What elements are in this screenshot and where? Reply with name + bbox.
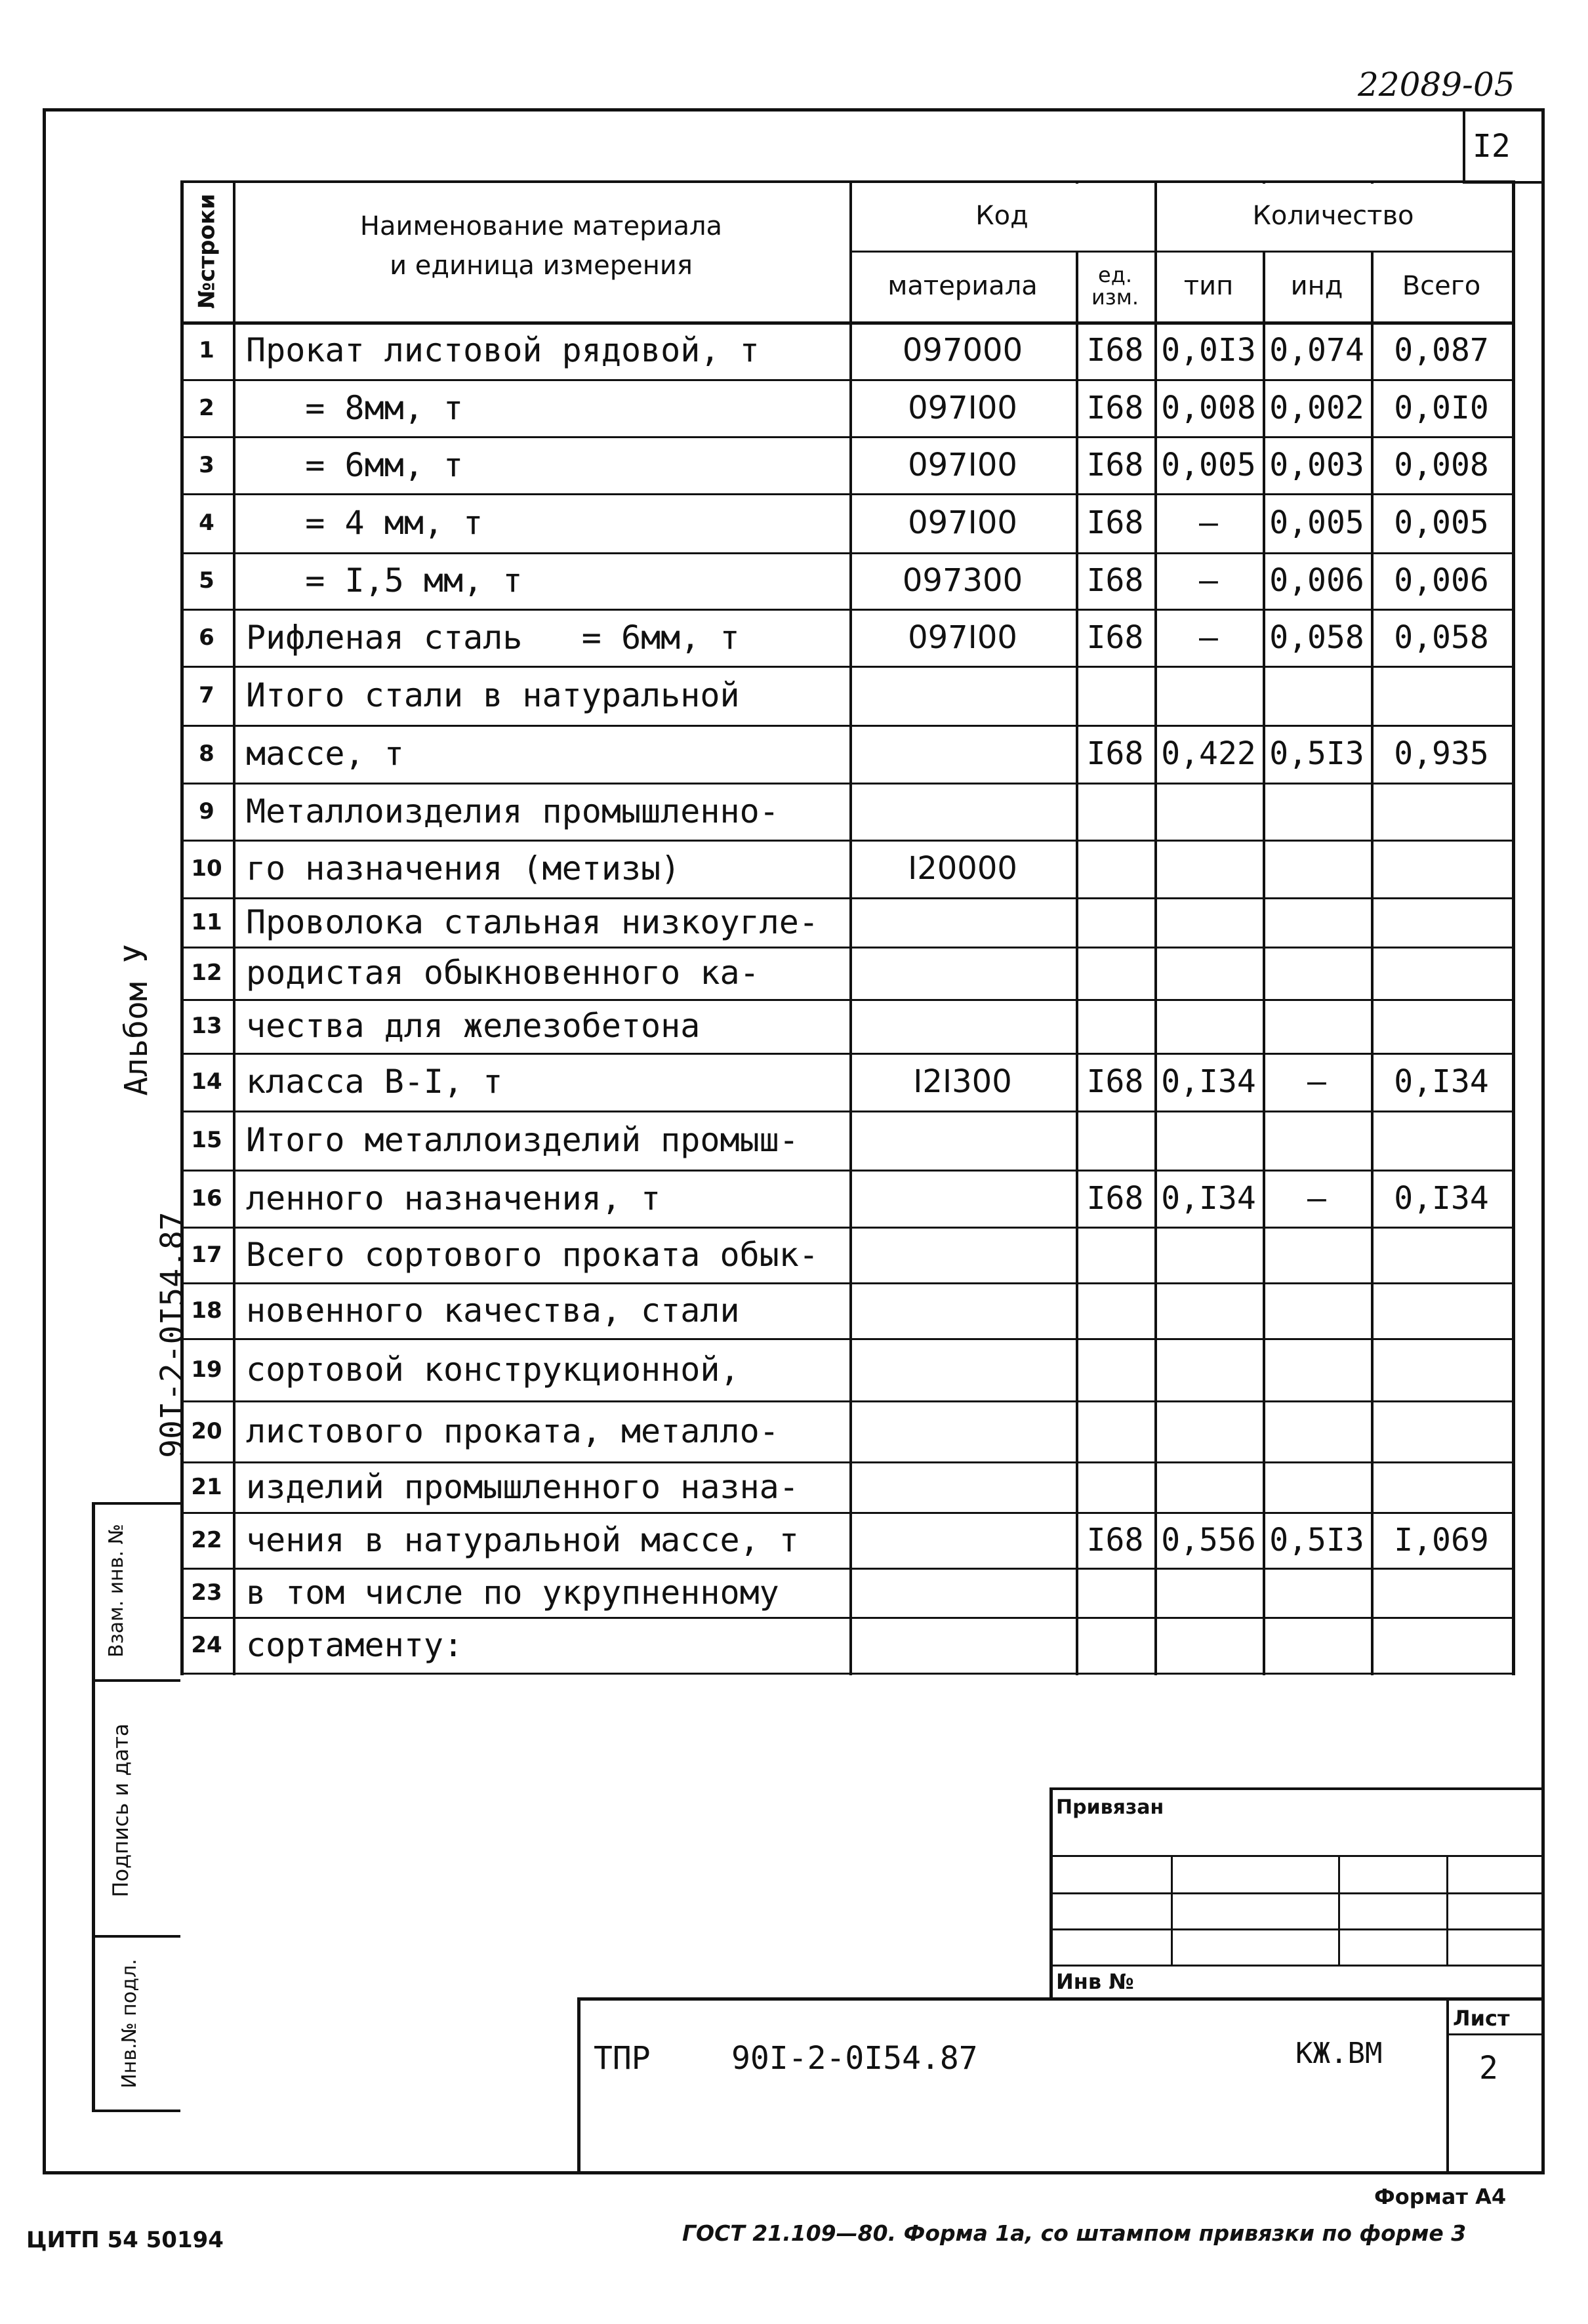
qty-total: [1371, 1617, 1512, 1673]
row-number: 21: [191, 1473, 222, 1500]
material-name: ленного назначения, т: [246, 1179, 661, 1217]
unit-code: [1076, 666, 1154, 725]
material-code: [849, 1461, 1076, 1512]
row-number: 4: [199, 510, 214, 536]
qty-tip: [1154, 666, 1263, 725]
qty-tip: [1154, 1568, 1263, 1617]
qty-total: [1371, 1338, 1512, 1400]
qty-tip: 0,I34: [1161, 1179, 1256, 1217]
qty-tip: –: [1199, 619, 1218, 656]
row-number: 22: [191, 1526, 222, 1553]
row-number: 20: [191, 1417, 222, 1444]
row-number: 10: [191, 855, 222, 882]
qty-ind: [1263, 1227, 1371, 1282]
qty-ind: [1263, 1461, 1371, 1512]
unit-code: [1076, 783, 1154, 840]
format-label: Формат А4: [1374, 2184, 1507, 2209]
row-number: 2: [199, 394, 214, 421]
qty-ind: [1263, 1282, 1371, 1338]
qty-total: 0,I34: [1394, 1179, 1489, 1217]
qty-total: [1371, 999, 1512, 1053]
unit-code: [1076, 840, 1154, 897]
row-number: 15: [191, 1127, 222, 1153]
qty-tip: 0,I34: [1161, 1063, 1256, 1100]
qty-ind: –: [1307, 1179, 1326, 1217]
qty-tip: [1154, 1282, 1263, 1338]
row-number: 14: [191, 1069, 222, 1095]
material-code: [849, 783, 1076, 840]
qty-total: [1371, 947, 1512, 999]
stamp-mark: КЖ.ВМ: [1295, 2037, 1383, 2070]
qty-ind: [1263, 840, 1371, 897]
material-code: [849, 1282, 1076, 1338]
qty-total: I,069: [1394, 1521, 1489, 1559]
material-code: [849, 1111, 1076, 1170]
material-name: Прокат листовой рядовой, т: [246, 331, 760, 369]
unit-code: [1076, 1461, 1154, 1512]
material-name: чества для железобетона: [246, 1007, 701, 1045]
inv-podl-label: Инв.№ подл.: [118, 1959, 141, 2089]
qty-tip: 0,005: [1161, 446, 1256, 483]
unit-code: I68: [1086, 446, 1144, 483]
qty-tip: [1154, 897, 1263, 947]
qty-ind: 0,006: [1269, 562, 1364, 599]
material-name: родистая обыкновенного ка-: [246, 954, 760, 992]
header-code-material: материала: [887, 271, 1038, 301]
unit-code: I68: [1086, 1179, 1144, 1217]
qty-tip: [1154, 947, 1263, 999]
material-name: Проволока стальная низкоугле-: [246, 903, 819, 941]
material-code: 097I00: [908, 619, 1017, 656]
material-name: сортаменту:: [246, 1625, 464, 1664]
row-number: 12: [191, 960, 222, 986]
org-code: ЦИТП 54 50194: [26, 2227, 224, 2253]
material-name: новенного качества, стали: [246, 1291, 740, 1330]
header-qty-ind: инд: [1290, 271, 1343, 301]
row-number: 6: [199, 624, 214, 651]
qty-total: 0,0I0: [1394, 389, 1489, 426]
material-code: [849, 999, 1076, 1053]
material-code: [849, 1617, 1076, 1673]
row-number: 3: [199, 451, 214, 478]
qty-ind: [1263, 897, 1371, 947]
qty-total: [1371, 840, 1512, 897]
row-number: 24: [191, 1631, 222, 1658]
row-number: 11: [191, 908, 222, 935]
qty-ind: [1263, 1617, 1371, 1673]
row-number: 1: [199, 337, 214, 363]
qty-total: [1371, 897, 1512, 947]
qty-tip: [1154, 783, 1263, 840]
unit-code: [1076, 1400, 1154, 1461]
qty-ind: [1263, 999, 1371, 1053]
header-quantity: Количество: [1252, 200, 1414, 231]
qty-ind: [1263, 1338, 1371, 1400]
album-label: Альбом У: [118, 944, 155, 1096]
qty-ind: 0,058: [1269, 619, 1364, 656]
material-name: Итого стали в натуральной: [246, 676, 740, 714]
material-code: [849, 1227, 1076, 1282]
material-name: изделий промышленного назна-: [246, 1467, 799, 1506]
qty-tip: [1154, 1400, 1263, 1461]
row-number: 8: [199, 741, 214, 767]
qty-tip: [1154, 1461, 1263, 1512]
header-code-unit: ед. изм.: [1091, 262, 1139, 310]
row-number: 23: [191, 1579, 222, 1606]
material-code: [849, 1512, 1076, 1568]
material-name: Рифленая сталь = 6мм, т: [246, 618, 740, 657]
material-name: = I,5 мм, т: [246, 561, 523, 600]
material-name: Всего сортового проката обык-: [246, 1235, 819, 1274]
stamp-project-number: 90I-2-0I54.87: [731, 2040, 978, 2077]
qty-tip: [1154, 1111, 1263, 1170]
material-code: [849, 897, 1076, 947]
unit-code: [1076, 1111, 1154, 1170]
material-name: чения в натуральной массе, т: [246, 1520, 799, 1559]
unit-code: I68: [1086, 504, 1144, 541]
qty-ind: [1263, 947, 1371, 999]
material-code: [849, 1338, 1076, 1400]
header-qty-total: Всего: [1402, 271, 1481, 301]
qty-tip: –: [1199, 504, 1218, 541]
qty-tip: [1154, 999, 1263, 1053]
qty-total: 0,935: [1394, 735, 1489, 772]
qty-ind: 0,5I3: [1269, 1521, 1364, 1559]
privyazan-label: Привязан: [1056, 1796, 1164, 1819]
qty-ind: 0,005: [1269, 504, 1364, 541]
qty-total: [1371, 1111, 1512, 1170]
frame-bottom: [43, 2171, 1545, 2174]
material-code: 097300: [902, 562, 1023, 599]
qty-total: [1371, 1282, 1512, 1338]
frame-top: [43, 108, 1545, 112]
qty-total: 0,087: [1394, 332, 1489, 369]
header-name-line1: Наименование материала: [359, 211, 723, 241]
frame-right: [1541, 108, 1545, 2174]
unit-code: I68: [1086, 389, 1144, 426]
material-code: [849, 1170, 1076, 1227]
gost-note: ГОСТ 21.109—80. Форма 1а, со штампом привязки по форме 3: [682, 2220, 1467, 2246]
unit-code: I68: [1086, 735, 1144, 772]
qty-tip: 0,422: [1161, 735, 1256, 772]
vzam-inv-label: Взам. инв. №: [105, 1524, 128, 1658]
qty-tip: [1154, 1617, 1263, 1673]
qty-ind: –: [1307, 1063, 1326, 1100]
unit-code: [1076, 1282, 1154, 1338]
header-name-line2: и единица измерения: [390, 251, 693, 281]
qty-total: [1371, 1568, 1512, 1617]
qty-ind: 0,002: [1269, 389, 1364, 426]
header-qty-tip: тип: [1183, 271, 1234, 301]
qty-ind: 0,5I3: [1269, 735, 1364, 772]
qty-total: 0,006: [1394, 562, 1489, 599]
qty-total: 0,005: [1394, 504, 1489, 541]
qty-total: 0,058: [1394, 619, 1489, 656]
material-code: [849, 666, 1076, 725]
side-project-number: 90I-2-0I54.87: [154, 1212, 191, 1458]
frame-left: [43, 108, 46, 2174]
unit-code: [1076, 897, 1154, 947]
header-row-no: №строки: [193, 193, 220, 309]
material-code: 097000: [902, 332, 1023, 369]
unit-code: [1076, 1568, 1154, 1617]
qty-ind: [1263, 783, 1371, 840]
qty-ind: [1263, 1111, 1371, 1170]
header-code: Код: [975, 200, 1028, 231]
unit-code: I68: [1086, 619, 1144, 656]
qty-ind: 0,003: [1269, 446, 1364, 483]
material-name: = 4 мм, т: [246, 504, 483, 542]
qty-total: [1371, 1227, 1512, 1282]
row-number: 18: [191, 1297, 222, 1324]
material-name: листового проката, металло-: [246, 1412, 779, 1450]
row-number: 19: [191, 1356, 222, 1383]
material-name: Металлоизделия промышленно-: [246, 792, 779, 830]
material-code: 097I00: [908, 389, 1017, 426]
document-number: 22089-05: [1358, 66, 1515, 104]
material-name: сортовой конструкционной,: [246, 1350, 740, 1389]
row-number: 13: [191, 1013, 222, 1039]
material-code: [849, 1568, 1076, 1617]
table-vline: [1512, 180, 1515, 1675]
qty-total: [1371, 666, 1512, 725]
material-code: [849, 947, 1076, 999]
material-name: массе, т: [246, 735, 404, 773]
sheet-label: Лист: [1453, 2006, 1510, 2031]
qty-tip: [1154, 840, 1263, 897]
material-name: = 8мм, т: [246, 388, 464, 427]
material-name: го назначения (метизы): [246, 849, 681, 887]
qty-total: [1371, 1461, 1512, 1512]
material-code: [849, 725, 1076, 783]
material-code: 097I00: [908, 504, 1017, 541]
row-number: 7: [199, 682, 214, 708]
qty-total: 0,008: [1394, 446, 1489, 483]
material-code: I2I300: [913, 1063, 1012, 1100]
stamp-tpr: ТПР: [594, 2040, 651, 2077]
unit-code: [1076, 1338, 1154, 1400]
podpis-data-label: Подпись и дата: [108, 1723, 133, 1898]
qty-ind: [1263, 1568, 1371, 1617]
unit-code: [1076, 999, 1154, 1053]
unit-code: [1076, 947, 1154, 999]
unit-code: [1076, 1227, 1154, 1282]
unit-code: I68: [1086, 332, 1144, 369]
qty-ind: [1263, 1400, 1371, 1461]
inv-no-label: Инв №: [1056, 1969, 1134, 1994]
material-name: в том числе по укрупненному: [246, 1573, 779, 1612]
material-code: [849, 1400, 1076, 1461]
page-index: I2: [1473, 128, 1511, 165]
qty-tip: 0,0I3: [1161, 332, 1256, 369]
qty-ind: [1263, 666, 1371, 725]
material-name: Итого металлоизделий промыш-: [246, 1121, 799, 1159]
material-code: I20000: [908, 850, 1017, 887]
qty-tip: 0,008: [1161, 389, 1256, 426]
row-number: 9: [199, 798, 214, 825]
material-name: класса В-I, т: [246, 1063, 503, 1101]
row-number: 5: [199, 567, 214, 594]
unit-code: I68: [1086, 562, 1144, 599]
qty-tip: –: [1199, 562, 1218, 599]
row-border: [180, 1673, 1515, 1675]
sheet-number: 2: [1479, 2050, 1498, 2087]
material-name: = 6мм, т: [246, 445, 464, 484]
qty-tip: [1154, 1338, 1263, 1400]
qty-ind: 0,074: [1269, 332, 1364, 369]
qty-tip: [1154, 1227, 1263, 1282]
unit-code: [1076, 1617, 1154, 1673]
row-number: 17: [191, 1241, 222, 1268]
material-code: 097I00: [908, 446, 1017, 483]
qty-total: [1371, 783, 1512, 840]
unit-code: I68: [1086, 1063, 1144, 1100]
unit-code: I68: [1086, 1521, 1144, 1559]
qty-total: [1371, 1400, 1512, 1461]
qty-total: 0,I34: [1394, 1063, 1489, 1100]
qty-tip: 0,556: [1161, 1521, 1256, 1559]
row-number: 16: [191, 1185, 222, 1212]
